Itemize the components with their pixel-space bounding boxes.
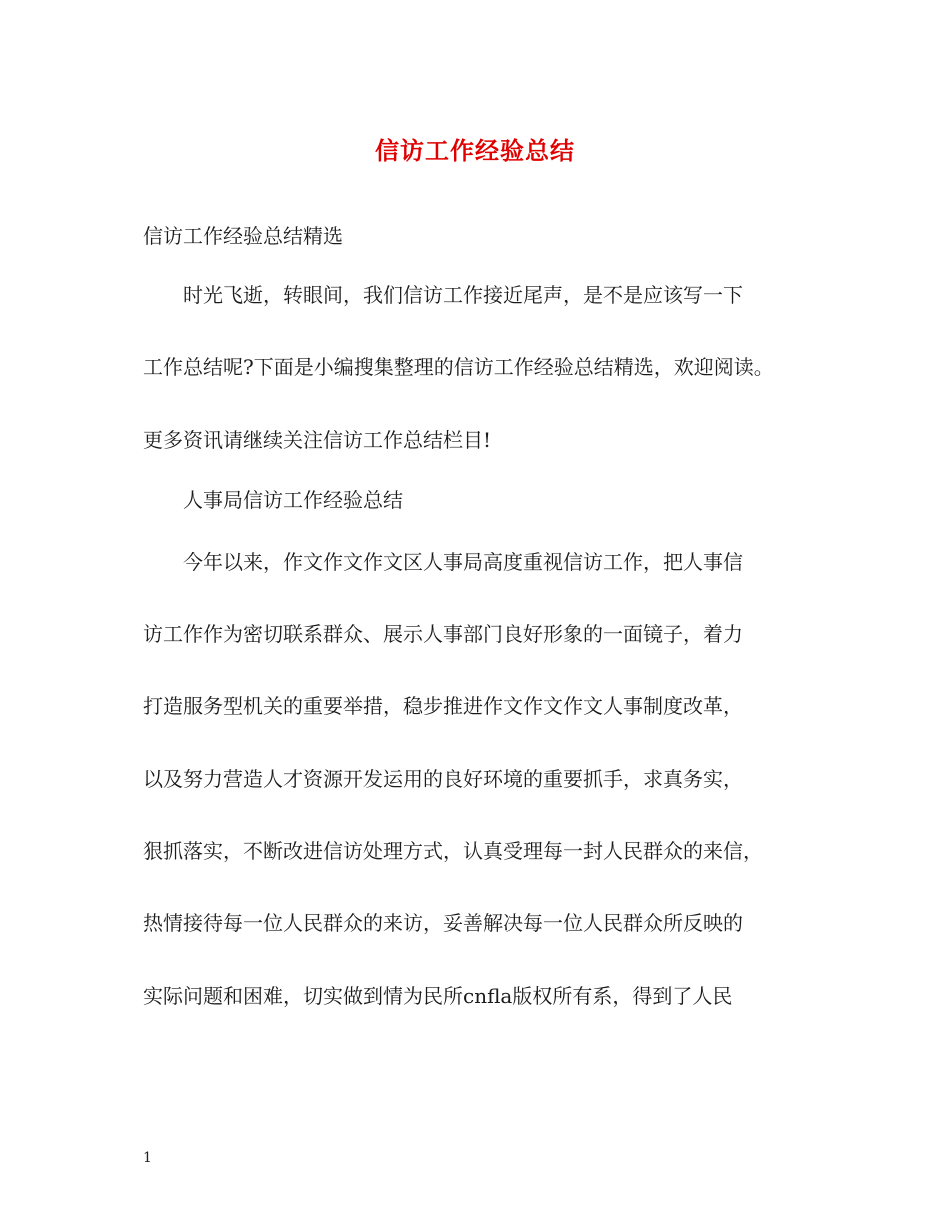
page-number: 1 bbox=[143, 1150, 152, 1166]
paragraph-line: 狠抓落实，不断改进信访处理方式，认真受理每一封人民群众的来信， bbox=[143, 839, 763, 863]
paragraph-line: 以及努力营造人才资源开发运用的良好环境的重要抓手，求真务实， bbox=[143, 767, 743, 791]
paragraph-line: 更多资讯请继续关注信访工作总结栏目! bbox=[143, 428, 492, 452]
paragraph-line: 实际问题和困难，切实做到情为民所cnfla版权所有系，得到了人民 bbox=[143, 984, 733, 1008]
paragraph-line: 工作总结呢?下面是小编搜集整理的信访工作经验总结精选，欢迎阅读。 bbox=[143, 355, 774, 379]
paragraph-line: 时光飞逝，转眼间，我们信访工作接近尾声，是不是应该写一下 bbox=[183, 283, 743, 307]
section-heading: 人事局信访工作经验总结 bbox=[183, 488, 403, 512]
paragraph-line: 热情接待每一位人民群众的来访，妥善解决每一位人民群众所反映的 bbox=[143, 911, 743, 935]
subtitle-line: 信访工作经验总结精选 bbox=[143, 224, 343, 248]
document-title: 信访工作经验总结 bbox=[375, 136, 575, 165]
paragraph-line: 打造服务型机关的重要举措，稳步推进作文作文作文人事制度改革， bbox=[143, 694, 743, 718]
paragraph-line: 访工作作为密切联系群众、展示人事部门良好形象的一面镜子，着力 bbox=[143, 622, 743, 646]
paragraph-line: 今年以来，作文作文作文区人事局高度重视信访工作，把人事信 bbox=[183, 550, 743, 574]
